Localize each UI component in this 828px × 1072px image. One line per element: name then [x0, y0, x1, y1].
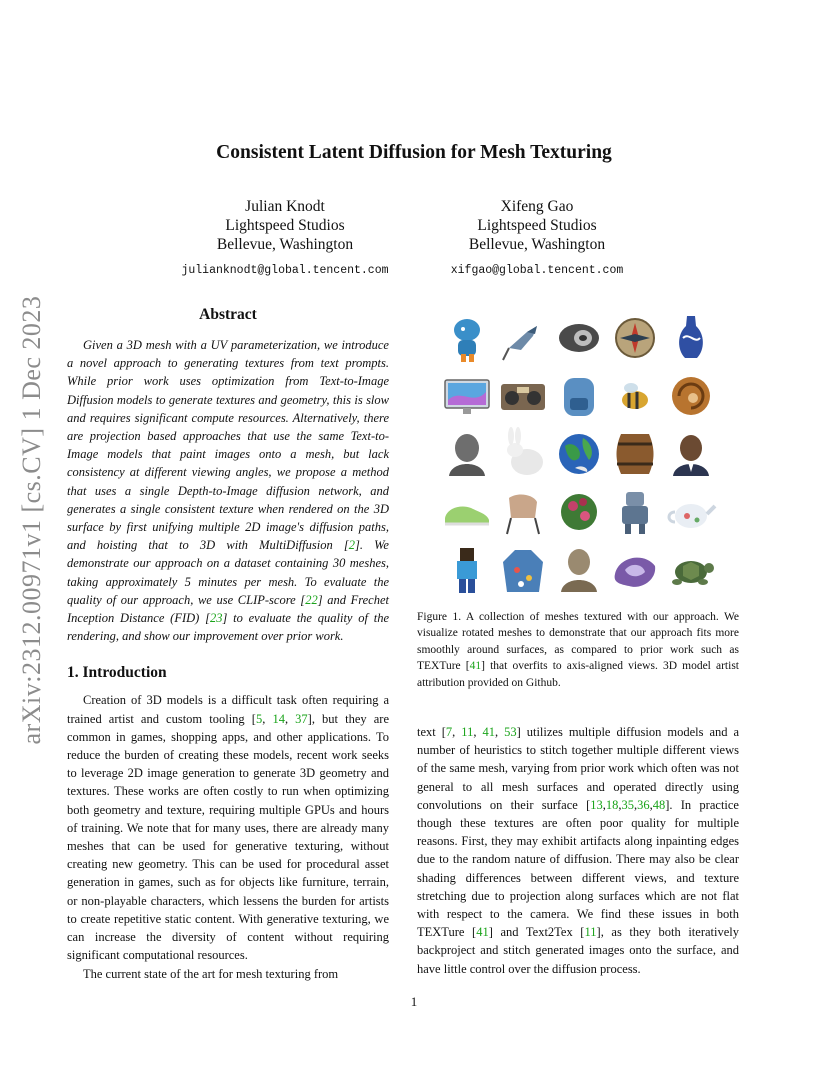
page-number: 1	[410, 994, 418, 1009]
author-email[interactable]: julianknodt@global.tencent.com	[181, 264, 389, 277]
backpack-icon	[564, 378, 594, 416]
plant-icon	[561, 494, 597, 530]
author-email[interactable]: xifgao@global.tencent.com	[450, 264, 624, 277]
statue-icon	[561, 549, 597, 592]
abstract-heading: Abstract	[199, 306, 257, 323]
mesh-gallery	[417, 304, 739, 599]
citation-link[interactable]: 14	[272, 711, 285, 726]
citation-link[interactable]: 18	[605, 797, 619, 812]
intro-paragraph: Creation of 3D models is a difficult task often requiring a trained artist and custom tooling [5, 14, 37], but they are common in games, shopping apps, and other applications. To reduce the burden of creating these models, recent work seeks to leverage 2D image generation to generate 3D geometry and textures. These works are often costly to run when optimizing both geometry and texture, requiring multiple GPUs and hours of training. We note that for many uses, there are already many meshes that can be used for generative texturing, without creating new geometry. This can be used for procedural asset generation in games, such as for objects like furniture, terrain, or non-playable characters, which lessens the burden for artists to create repetitive static content. With generative texturing, we can increase the diversity of content without requiring significant computational resources.	[67, 693, 390, 963]
jacket-icon	[503, 550, 543, 592]
introduction-section	[67, 664, 389, 982]
author-1	[165, 197, 405, 280]
blockman-icon	[457, 548, 477, 593]
citation-link[interactable]: 41	[476, 925, 489, 940]
shell-icon	[672, 377, 710, 415]
citation-link[interactable]: 11	[584, 925, 597, 940]
citation-link[interactable]: 7	[445, 725, 453, 739]
teapot-icon	[669, 504, 715, 528]
author-affiliation: Lightspeed Studios	[477, 217, 597, 234]
citation-link[interactable]: 48	[652, 797, 666, 812]
vase-icon	[679, 316, 703, 358]
bee-icon	[622, 383, 648, 409]
geode-icon	[615, 558, 656, 587]
intro-paragraph: The current state of the art for mesh texturing from	[83, 966, 339, 981]
monitor-icon	[445, 380, 489, 414]
shoe-icon	[445, 506, 489, 524]
arxiv-stamp-text: arXiv:2312.00971v1 [cs.CV] 1 Dec 2023	[17, 295, 46, 745]
citation-link[interactable]: 2	[348, 538, 355, 553]
author-name: Julian Knodt	[245, 198, 325, 215]
chair-icon	[507, 495, 539, 534]
paper-title: Consistent Latent Diffusion for Mesh Texturing	[216, 142, 612, 163]
citation-link[interactable]: 53	[504, 725, 517, 739]
citation-link[interactable]: 13	[590, 797, 603, 812]
author-2	[417, 197, 657, 280]
abstract-text: Given a 3D mesh with a UV parameterization, we introduce a novel approach to generating textures from text prompts. While prior work uses optimization from Text-to-Image Diffusion models to generate textures and geometry, this is slow and requires significant compute resources. Alternatively, there are projection based approaches that use the same Text-to-Image models that paint images onto a mesh, but lack consistency at different viewing angles, we propose a method that uses a single Depth-to-Image diffusion network, and generates a single consistent texture when rendered on the 3D surface by first unifying multiple 2D image's diffusion paths, and hoisting that to 3D with MultiDiffusion [2]. We demonstrate our approach on a dataset containing 30 meshes, taking approximately 5 minutes per mesh. To evaluate the quality of our approach, we use CLIP-score [22] and Frechet Inception Distance (FID) [23] to evaluate the quality of the rendering, and show our improvement over prior work.	[67, 338, 389, 644]
citation-link[interactable]: 23	[209, 611, 223, 626]
citation-link[interactable]: 11	[461, 725, 474, 739]
introduction-heading: 1. Introduction	[67, 664, 167, 682]
citation-link[interactable]: 22	[305, 592, 318, 607]
turtle-icon	[672, 561, 714, 585]
citation-link[interactable]: 37	[295, 711, 308, 726]
right-column-text	[417, 723, 739, 978]
figure-1	[417, 304, 739, 599]
citation-link[interactable]: 41	[482, 725, 495, 739]
left-column	[67, 306, 389, 983]
abstract-section	[67, 306, 389, 645]
rabbit-icon	[507, 427, 543, 475]
bust-icon	[449, 434, 485, 476]
author-name: Xifeng Gao	[500, 198, 574, 215]
author-location: Bellevue, Washington	[468, 236, 606, 253]
barrel-icon	[617, 434, 654, 474]
citation-link[interactable]: 5	[255, 711, 263, 726]
globe-icon	[559, 434, 599, 474]
compass-icon	[616, 319, 654, 357]
portrait-icon	[673, 435, 709, 476]
citation-link[interactable]: 41	[469, 660, 482, 673]
figure-caption: Figure 1. A collection of meshes textured with our approach. We visualize rotated meshes to demonstrate that our approach fits more smoothly around surfaces, as compared to prior work such as TEXTure [41] that overfits to axis-aligned views. 3D model artist attribution provided on Github.	[417, 611, 739, 689]
author-location: Bellevue, Washington	[216, 236, 354, 253]
intro-paragraph-continued: text [7, 11, 41, 53] utilizes multiple diffusion models and a number of heuristics to stitch together multiple different views of the same mesh, varying from prior work which often was not general to all mesh surfaces and operated directly using convolutions on their surface [13,18,35,36,48]. In practice though these textures are often poor quality for multiple reasons. First, they may exhibit artifacts along inpainting edges due to the random nature of diffusion. There may also be clear shading differences between different views, and texture stretching due to projection along surfaces which are not flat with respect to the camera. We find these issues in both TEXTure [41] and Text2Tex [11], as they both iteratively backproject and stitch generated images onto the surface, and have little control over the diffusion process.	[417, 725, 740, 976]
robot-icon	[622, 492, 648, 534]
arxiv-stamp	[14, 290, 50, 750]
boombox-icon	[501, 384, 545, 410]
figure-icon	[454, 319, 480, 362]
citation-link[interactable]: 36	[637, 797, 650, 812]
roll-icon	[559, 324, 599, 352]
author-affiliation: Lightspeed Studios	[225, 217, 345, 234]
bird-icon	[503, 326, 537, 360]
citation-link[interactable]: 35	[621, 797, 634, 812]
